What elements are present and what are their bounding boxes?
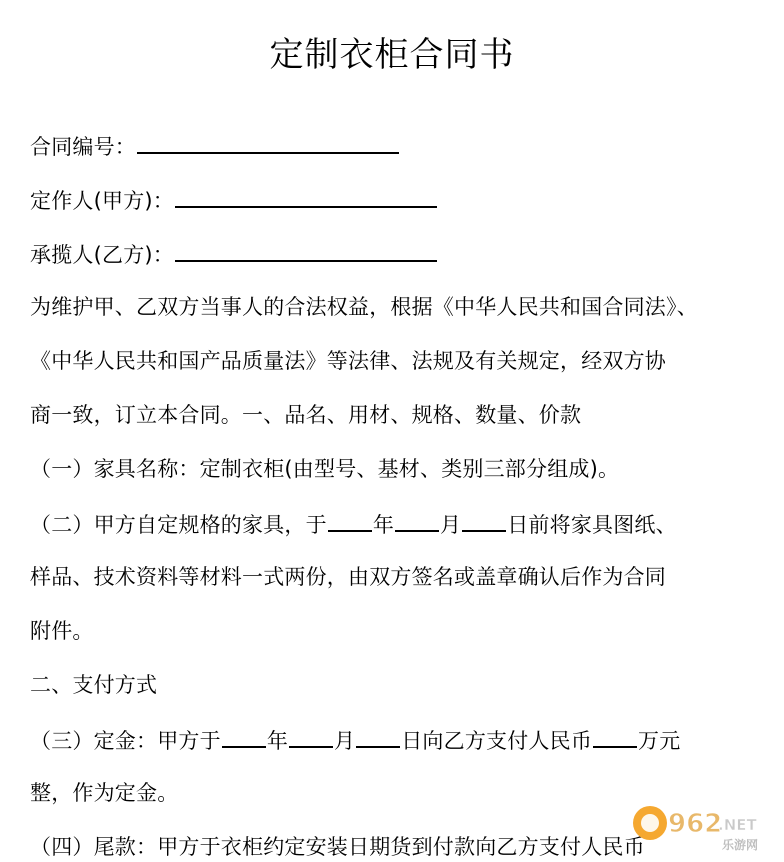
clause-3-day-blank [356, 724, 400, 748]
clause-4: （四）尾款：甲方于衣柜约定安装日期货到付款向乙方支付人民币 [30, 835, 645, 859]
clause-3-line-2: 整，作为定金。 [30, 781, 179, 805]
party-b-label: 承揽人(乙方)： [30, 243, 174, 267]
document-title: 定制衣柜合同书 [269, 35, 515, 75]
party-b-blank [175, 238, 437, 262]
clause-3-unit: 万元 [638, 729, 681, 753]
watermark-sub: 乐游网 [722, 838, 759, 852]
clause-2-line-1 [30, 508, 677, 540]
clause-3-mid: 日向乙方支付人民币 [401, 729, 593, 753]
clause-2-intro: （二）甲方自定规格的家具，于 [30, 513, 327, 537]
clause-3-month-blank [289, 724, 333, 748]
party-b-row [30, 238, 438, 270]
clause-2-month: 月 [440, 513, 462, 537]
contract-number-row [30, 130, 400, 162]
party-a-row [30, 184, 438, 216]
clause-3-year: 年 [266, 729, 289, 753]
clause-2-year: 年 [372, 513, 395, 537]
party-a-blank [175, 184, 437, 208]
watermark-suffix: .NET [718, 816, 757, 834]
contract-number-label: 合同编号： [30, 135, 136, 159]
contract-number-blank [137, 130, 399, 154]
preamble-line-1: 为维护甲、乙双方当事人的合法权益，根据《中华人民共和国合同法》、 [30, 295, 698, 319]
clause-2-line-2: 样品、技术资料等材料一式两份，由双方签名或盖章确认后作为合同 [30, 565, 666, 589]
clause-2-day-blank [462, 508, 506, 532]
clause-3-year-blank [222, 724, 266, 748]
section-2-heading: 二、支付方式 [30, 673, 158, 697]
preamble-line-2: 《中华人民共和国产品质量法》等法律、法规及有关规定，经双方协 [30, 349, 666, 373]
clause-2-line-3: 附件。 [30, 619, 94, 643]
clause-3-line-1 [30, 724, 680, 756]
clause-3-amount-blank [593, 724, 637, 748]
clause-2-day-suffix: 日前将家具图纸、 [507, 513, 677, 537]
clause-1: （一）家具名称：定制衣柜(由型号、基材、类别三部分组成)。 [30, 457, 620, 481]
clause-2-year-blank [328, 508, 372, 532]
preamble-line-3: 商一致，订立本合同。一、品名、用材、规格、数量、价款 [30, 403, 582, 427]
clause-2-month-blank [395, 508, 439, 532]
party-a-label: 定作人(甲方)： [30, 189, 174, 213]
site-watermark-logo [628, 799, 778, 855]
watermark-brand: 962 [668, 809, 723, 839]
clause-3-month: 月 [334, 729, 356, 753]
watermark-circle-inner [641, 814, 659, 832]
clause-3-intro: （三）定金：甲方于 [30, 729, 221, 753]
